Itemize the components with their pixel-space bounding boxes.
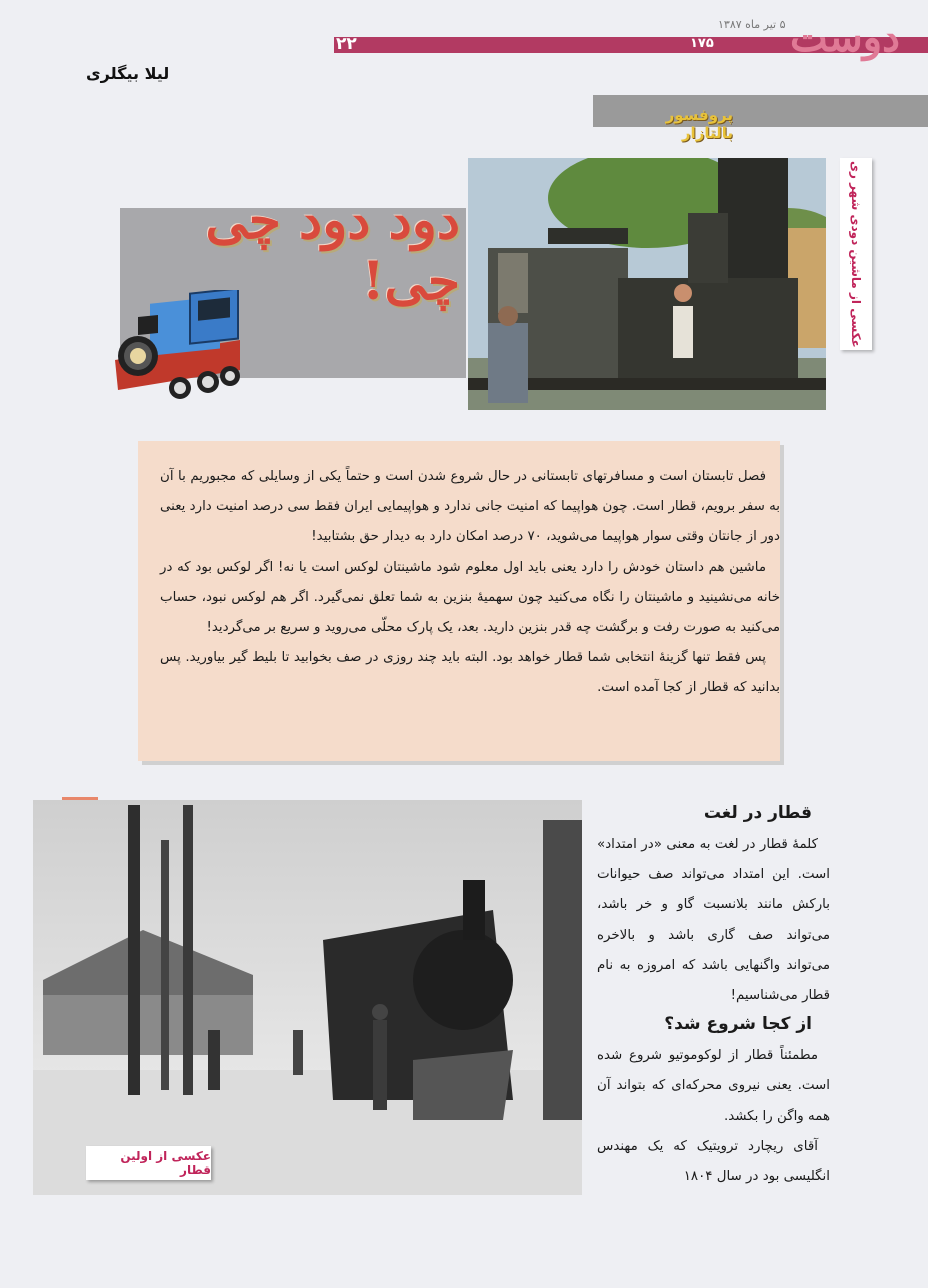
top-photo-caption-text: عکسی از ماشین دودی شهر ری xyxy=(849,160,863,348)
author-name: لیلا بیگلری xyxy=(86,64,170,83)
section-text: آقای ریچارد ترویتیک که یک مهندس انگلیسی بود در سال ۱۸۰۴ xyxy=(597,1138,830,1185)
section-text: کلمهٔ قطار در لغت به معنی «در امتداد» است. این امتداد می‌تواند صف حیوانات بارکش مانند بلانسبت گاو و خر باشد، می‌تواند صف گاری باشد و بالاخره می‌تواند واگنهایی باشد که امروزه به نام قطار می‌شناسیم! xyxy=(597,837,830,1004)
section-title: پروفسور بالتازار xyxy=(665,106,733,142)
article-title: دود دود چی چی! xyxy=(205,190,460,312)
first-train-photo xyxy=(33,800,582,1195)
page-number: ۲۲ xyxy=(336,34,357,54)
toy-train-image xyxy=(110,290,245,408)
magazine-logo: دوست xyxy=(790,14,900,61)
intro-paragraph: پس فقط تنها گزینهٔ انتخابی شما قطار خواهد بود. البته باید چند روزی در صف بخوابید تا بلیط گیر بیاورید. پس بدانید که قطار از کجا آمده است. xyxy=(160,650,780,696)
intro-paragraph: ماشین هم داستان خودش را دارد یعنی باید اول معلوم شود ماشینتان لوکس است یا نه! اگر لوکس بود که در خانه می‌نشینید و ماشینتان را نگاه می‌کنید چون سهمیهٔ بنزین به شما تعلق نمی‌گیرد. اگر هم لوکس نبود، حساب می‌کنید به صورت رفت و برگشت چه قدر بنزین دارید. بعد، یک پارک محلّی می‌روید و سریع بر می‌گردید! xyxy=(160,559,780,636)
intro-paragraph: فصل تابستان است و مسافرتهای تابستانی در حال شروع شدن است و حتماً یکی از وسایلی که مجبوریم با آن به سفر برویم، قطار است. چون هواپیما که امنیت جانی ندارد و هواپیمایی ایران فقط سی درصد امنیت دارد یعنی دور از جانتان وقتی سوار هواپیما می‌شوید، ۷۰ درصد امکان دارد به دیدار حق بشتابید! xyxy=(160,469,780,545)
issue-number: ۱۷۵ xyxy=(690,36,714,51)
intro-text xyxy=(160,462,780,704)
steam-train-photo xyxy=(468,158,826,410)
section-text: مطمئناً قطار از لوکوموتیو شروع شده است. یعنی نیروی محرکه‌ای که بتواند آن همه واگن را بکشد. xyxy=(597,1048,830,1124)
section-heading: قطار در لغت xyxy=(703,803,812,823)
bottom-photo-caption: عکسی از اولین قطار xyxy=(86,1146,211,1180)
top-photo-caption xyxy=(840,158,872,350)
issue-date: ۵ تیر ماه ۱۳۸۷ xyxy=(718,18,786,31)
right-column xyxy=(597,800,830,1192)
section-heading: از کجا شروع شد؟ xyxy=(664,1014,812,1035)
